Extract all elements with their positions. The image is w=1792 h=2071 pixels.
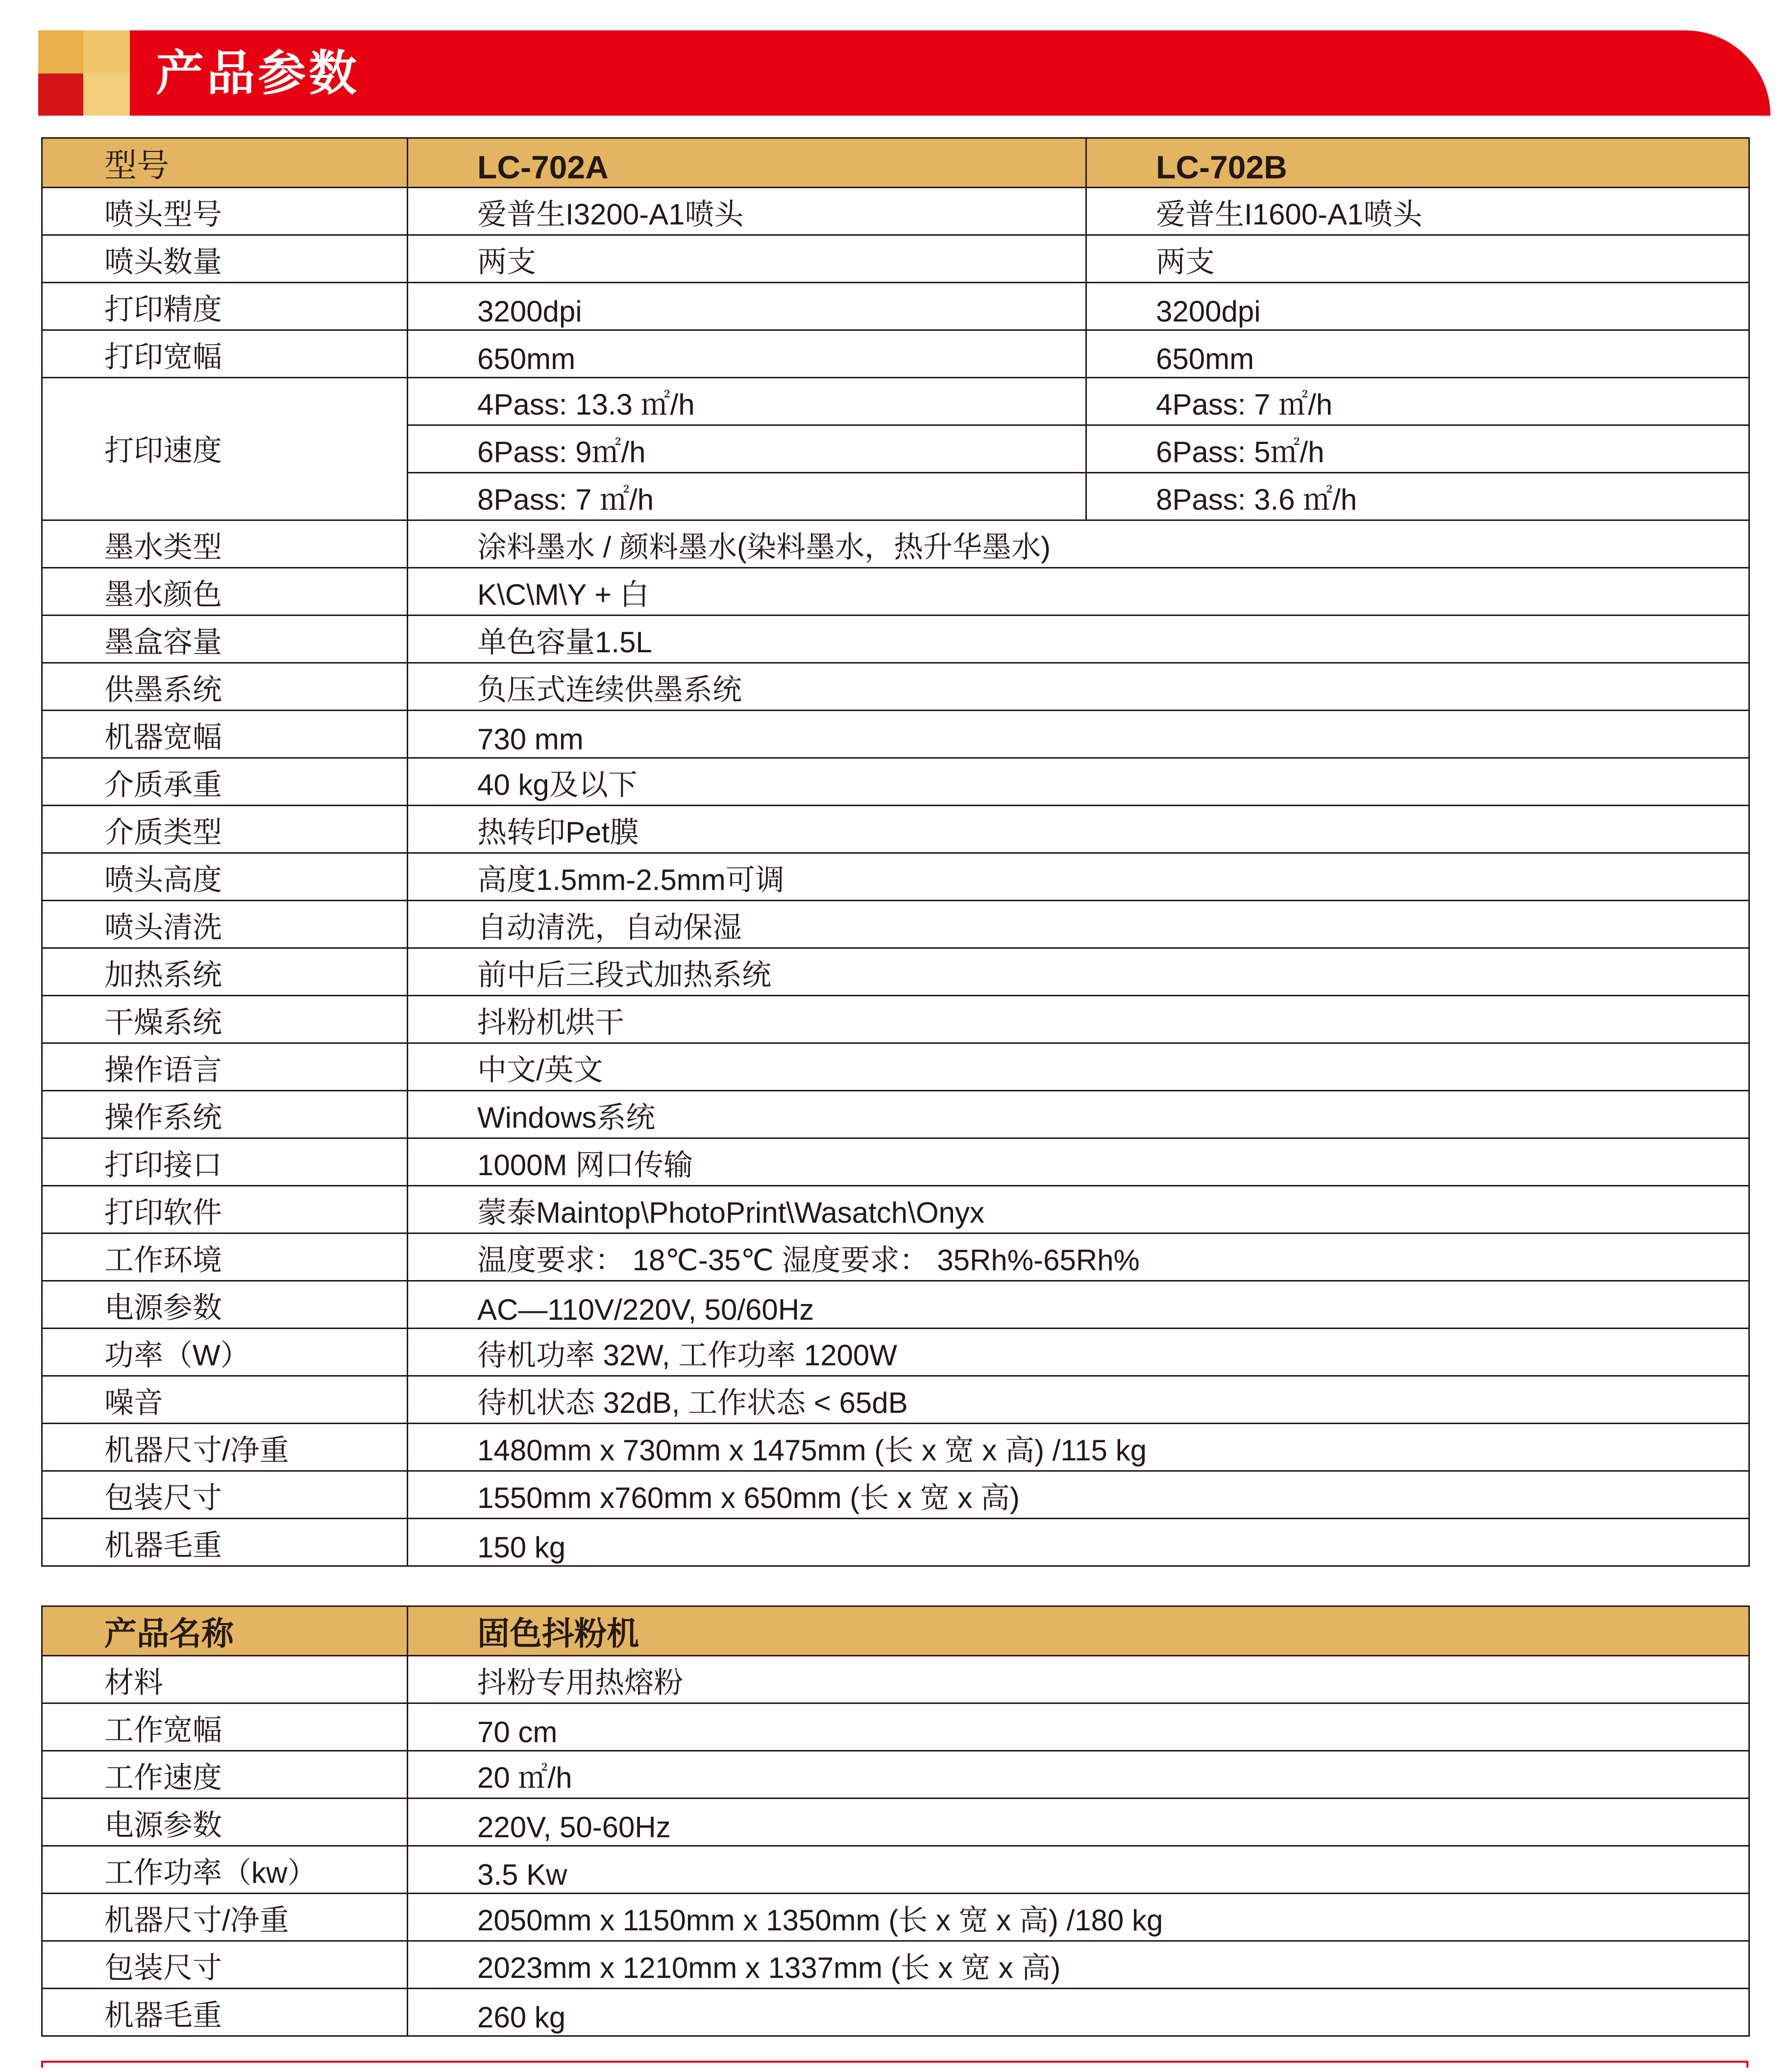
header-name-label: 产品名称 [42,1606,408,1656]
spec-value-a: 爱普生I3200-A1喷头 [408,188,1086,235]
table-row [42,330,1749,378]
header-name-value: 固色抖粉机 [408,1606,1749,1656]
table-row [42,188,1749,235]
spec-label: 工作功率（kw） [42,1846,408,1894]
spec-label: 电源参数 [42,1281,408,1329]
spec-label: 打印速度 [42,378,408,520]
spec-label: 加热系统 [42,948,408,996]
spec-label: 墨水类型 [42,520,408,568]
spec-label: 墨盒容量 [42,616,408,663]
table-row [42,1894,1749,1941]
spec-label: 喷头型号 [42,188,408,235]
spec-label: 机器尺寸/净重 [42,1424,408,1471]
table-row [42,1233,1749,1281]
table-row [42,1376,1749,1424]
decor-square [83,30,130,74]
decor-square [38,30,83,74]
spec-value-b: 4Pass: 7 ㎡/h [1086,378,1749,425]
spec-label: 打印软件 [42,1186,408,1233]
table-row [42,1941,1749,1989]
spec-label: 机器毛重 [42,1519,408,1566]
spec-value-a: 两支 [408,235,1086,283]
spec-value: 20 ㎡/h [408,1751,1749,1799]
spec-label: 工作速度 [42,1751,408,1799]
spec-value: 1550mm x760mm x 650mm (长 x 宽 x 高) [408,1471,1749,1519]
table-header-row [42,138,1749,188]
spec-value: 中文/英文 [408,1043,1749,1091]
spec-label: 包装尺寸 [42,1471,408,1519]
spec-value: 蒙泰Maintop\PhotoPrint\Wasatch\Onyx [408,1186,1749,1233]
spec-label: 墨水颜色 [42,568,408,616]
spec-label: 供墨系统 [42,663,408,711]
spec-value: 70 cm [408,1703,1749,1751]
table-header-row [42,1606,1749,1656]
table-row [42,1846,1749,1894]
spec-value: 730 mm [408,711,1749,758]
spec-value: 40 kg及以下 [408,758,1749,806]
spec-value-b: 6Pass: 5㎡/h [1086,425,1749,473]
spec-value-a: 650mm [408,330,1086,378]
table-row [42,1703,1749,1751]
spec-value: 1480mm x 730mm x 1475mm (长 x 宽 x 高) /115 kg [408,1424,1749,1471]
spec-value-b: 650mm [1086,330,1749,378]
table-row [42,853,1749,901]
spec-value: 自动清洗，自动保湿 [408,901,1749,948]
table-row [42,1799,1749,1846]
header-model-a: LC-702A [408,138,1086,188]
table-row [42,568,1749,616]
table-row [42,1281,1749,1329]
spec-label: 打印精度 [42,283,408,330]
spec-label: 功率（W） [42,1329,408,1376]
spec-value-a: 3200dpi [408,283,1086,330]
spec-value-a: 6Pass: 9㎡/h [408,425,1086,473]
spec-value: 抖粉专用热熔粉 [408,1656,1749,1703]
table-row [42,758,1749,806]
spec-value: 150 kg [408,1519,1749,1566]
table-row [42,948,1749,996]
spec-value: 260 kg [408,1989,1749,2036]
spec-value-b: 8Pass: 3.6 ㎡/h [1086,473,1749,520]
spec-value: 前中后三段式加热系统 [408,948,1749,996]
spec-label: 机器宽幅 [42,711,408,758]
spec-label: 操作系统 [42,1091,408,1138]
table-row [42,378,1749,425]
spec-label: 操作语言 [42,1043,408,1091]
spec-value: 待机功率 32W, 工作功率 1200W [408,1329,1749,1376]
spec-value-a: 8Pass: 7 ㎡/h [408,473,1086,520]
spec-label: 工作宽幅 [42,1703,408,1751]
spec-value: 2050mm x 1150mm x 1350mm (长 x 宽 x 高) /180 kg [408,1894,1749,1941]
spec-value: 单色容量1.5L [408,616,1749,663]
table-row [42,711,1749,758]
spec-label: 包装尺寸 [42,1941,408,1989]
spec-label: 工作环境 [42,1233,408,1281]
table-row [42,1471,1749,1519]
table-row [42,1424,1749,1471]
decor-square [83,74,130,116]
spec-label: 喷头数量 [42,235,408,283]
table-row [42,1091,1749,1138]
spec-value: 1000M 网口传输 [408,1138,1749,1186]
table-row [42,616,1749,663]
header-model-b: LC-702B [1086,138,1749,188]
spec-value: 高度1.5mm-2.5mm可调 [408,853,1749,901]
spec-value-b: 3200dpi [1086,283,1749,330]
spec-value: 抖粉机烘干 [408,996,1749,1043]
spec-value: 待机状态 32dB, 工作状态 < 65dB [408,1376,1749,1424]
table-row [42,1043,1749,1091]
spec-value: 220V, 50-60Hz [408,1799,1749,1846]
table-row [42,1519,1749,1566]
spec-label: 电源参数 [42,1799,408,1846]
spec-label: 材料 [42,1656,408,1703]
spec-value: 温度要求： 18℃-35℃ 湿度要求： 35Rh%-65Rh% [408,1233,1749,1281]
table-row [42,996,1749,1043]
table-row [42,1751,1749,1799]
page-title: 产品参数 [156,46,360,101]
spec-label: 介质承重 [42,758,408,806]
table-row [42,806,1749,853]
spec-value: 涂料墨水 / 颜料墨水(染料墨水，热升华墨水) [408,520,1749,568]
table-row [42,1989,1749,2036]
spec-value: K\C\M\Y + 白 [408,568,1749,616]
table-row [42,283,1749,330]
spec-value-b: 爱普生I1600-A1喷头 [1086,188,1749,235]
header-model-label: 型号 [42,138,408,188]
table-row [42,235,1749,283]
spec-table [41,137,1750,1567]
spec-label: 介质类型 [42,806,408,853]
table-row [42,520,1749,568]
shaker-table [41,1605,1750,2037]
table-row [42,1656,1749,1703]
spec-value-b: 两支 [1086,235,1749,283]
decor-square [38,74,83,116]
spec-value: 3.5 Kw [408,1846,1749,1894]
spec-value: AC—110V/220V, 50/60Hz [408,1281,1749,1329]
spec-label: 打印宽幅 [42,330,408,378]
spec-value: 2023mm x 1210mm x 1337mm (长 x 宽 x 高) [408,1941,1749,1989]
spec-value: 热转印Pet膜 [408,806,1749,853]
spec-label: 机器毛重 [42,1989,408,2036]
table-row [42,1329,1749,1376]
table-row [42,901,1749,948]
table-row [42,663,1749,711]
table-row [42,1138,1749,1186]
spec-label: 干燥系统 [42,996,408,1043]
spec-value-a: 4Pass: 13.3 ㎡/h [408,378,1086,425]
spec-value: 负压式连续供墨系统 [408,663,1749,711]
spec-label: 喷头清洗 [42,901,408,948]
header-banner [0,0,1792,118]
table-row [42,1186,1749,1233]
spec-label: 喷头高度 [42,853,408,901]
spec-label: 噪音 [42,1376,408,1424]
bottom-red-frame [41,2061,1748,2068]
spec-label: 打印接口 [42,1138,408,1186]
spec-value: Windows系统 [408,1091,1749,1138]
spec-label: 机器尺寸/净重 [42,1894,408,1941]
